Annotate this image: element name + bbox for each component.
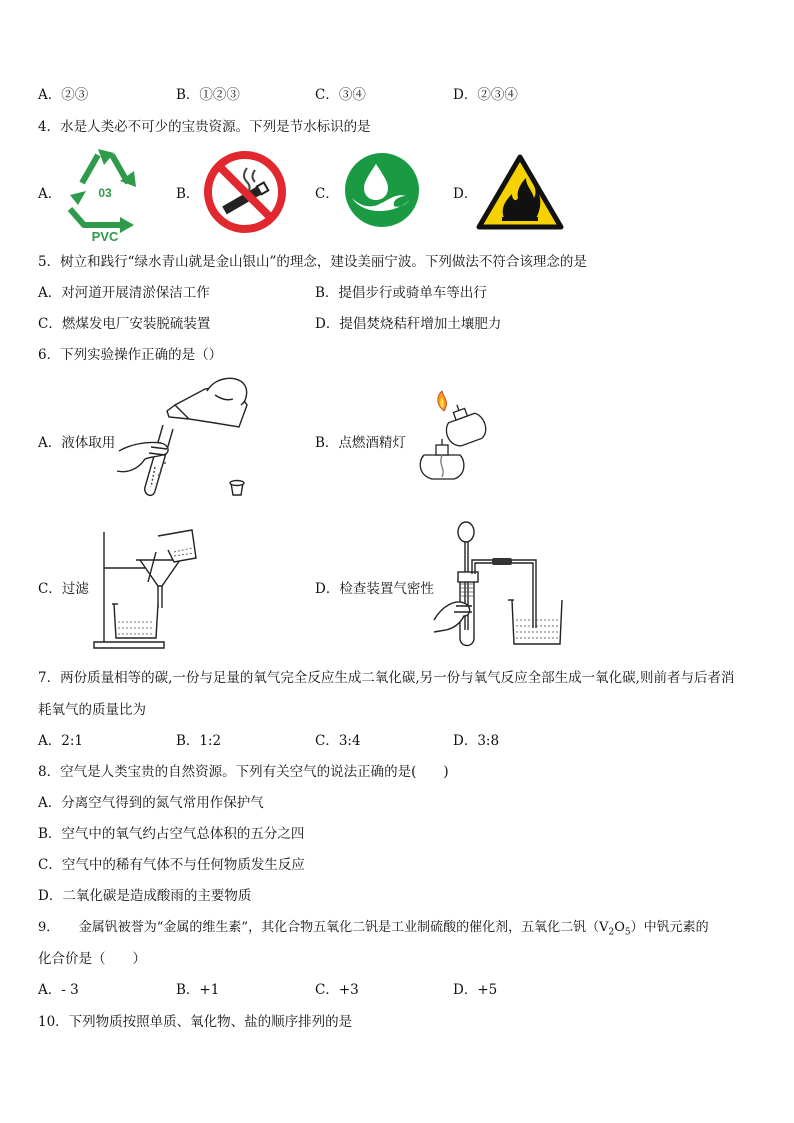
q9-option-a: A．- 3: [38, 982, 79, 998]
flammable-warning-icon: [476, 154, 564, 230]
q7-option-c: C．3:4: [315, 733, 361, 749]
q9-stem-line2: 化合价是（ ）: [38, 951, 146, 967]
q7-option-a: A．2:1: [38, 733, 83, 749]
q4-option-b-label: B．: [176, 186, 200, 202]
q8-option-d: D．二氧化碳是造成酸雨的主要物质: [38, 888, 252, 904]
q6-stem: 6．下列实验操作正确的是（）: [38, 347, 223, 363]
recycle-code: 03: [98, 186, 112, 200]
recycle-label: PVC: [91, 229, 119, 244]
q4-option-c-label: C．: [315, 186, 339, 202]
q9-option-c: C．+3: [315, 982, 359, 998]
q8-option-c: C．空气中的稀有气体不与任何物质发生反应: [38, 857, 305, 873]
q9-stem-text: 9． 金属钒被誉为“金属的维生素”，其化合物五氧化二钒是工业制硫酸的催化剂，五氧化二钒（V: [38, 920, 609, 935]
q9-subscript-5: 5: [624, 927, 631, 938]
q9-stem-line1: [38, 916, 709, 938]
q7-stem-line1: 7．两份质量相等的碳,一份与足量的氧气完全反应生成二氧化碳,另一份与氧气反应全部生成一氧化碳,则前者与后者消: [38, 670, 735, 686]
q9-stem-text-end: ）中钒元素的: [630, 920, 709, 935]
liquid-pouring-illustration: [115, 375, 255, 505]
q9-oxygen-symbol: O: [614, 920, 625, 935]
q8-option-b: B．空气中的氧气约占空气总体积的五分之四: [38, 826, 305, 842]
q6-option-d: D．检查装置气密性: [315, 581, 434, 597]
q9-option-d: D．+5: [453, 982, 498, 998]
q5-option-c: C．燃煤发电厂安装脱硫装置: [38, 316, 211, 332]
water-saving-sign-icon: [344, 152, 420, 228]
q4-stem: 4．水是人类必不可少的宝贵资源。下列是节水标识的是: [38, 119, 371, 135]
q8-option-a: A．分离空气得到的氮气常用作保护气: [38, 795, 264, 811]
recycle-symbol-icon: [60, 147, 150, 243]
alcohol-lamp-illustration: [410, 395, 490, 485]
q3-option-b: B．①②③: [176, 87, 240, 103]
q5-stem: 5．树立和践行“绿水青山就是金山银山”的理念，建设美丽宁波。下列做法不符合该理念的是: [38, 254, 587, 270]
no-smoking-sign-icon: [203, 150, 287, 234]
q4-option-a-label: A．: [38, 186, 62, 202]
q5-option-b: B．提倡步行或骑单车等出行: [315, 285, 487, 301]
q6-option-a: A．液体取用: [38, 435, 116, 451]
q3-option-a: A．②③: [38, 87, 89, 103]
airtightness-check-illustration: [432, 520, 568, 652]
q3-option-d: D．②③④: [453, 87, 518, 103]
q7-stem-line2: 耗氧气的质量比为: [38, 702, 146, 718]
q3-option-c: C．③④: [315, 87, 366, 103]
q10-stem: 10．下列物质按照单质、氧化物、盐的顺序排列的是: [38, 1014, 353, 1030]
q8-stem: 8．空气是人类宝贵的自然资源。下列有关空气的说法正确的是( ): [38, 764, 449, 780]
q4-option-d-label: D．: [453, 186, 478, 202]
q7-option-b: B．1:2: [176, 733, 222, 749]
q6-option-c: C．过滤: [38, 581, 89, 597]
q7-option-d: D．3:8: [453, 733, 500, 749]
q6-option-b: B．点燃酒精灯: [315, 435, 406, 451]
q5-option-a: A．对河道开展清淤保洁工作: [38, 285, 210, 301]
q9-option-b: B．+1: [176, 982, 220, 998]
q9-subscript-2: 2: [608, 927, 615, 938]
q5-option-d: D．提倡焚烧秸秆增加土壤肥力: [315, 316, 502, 332]
filtration-illustration: [92, 528, 200, 650]
